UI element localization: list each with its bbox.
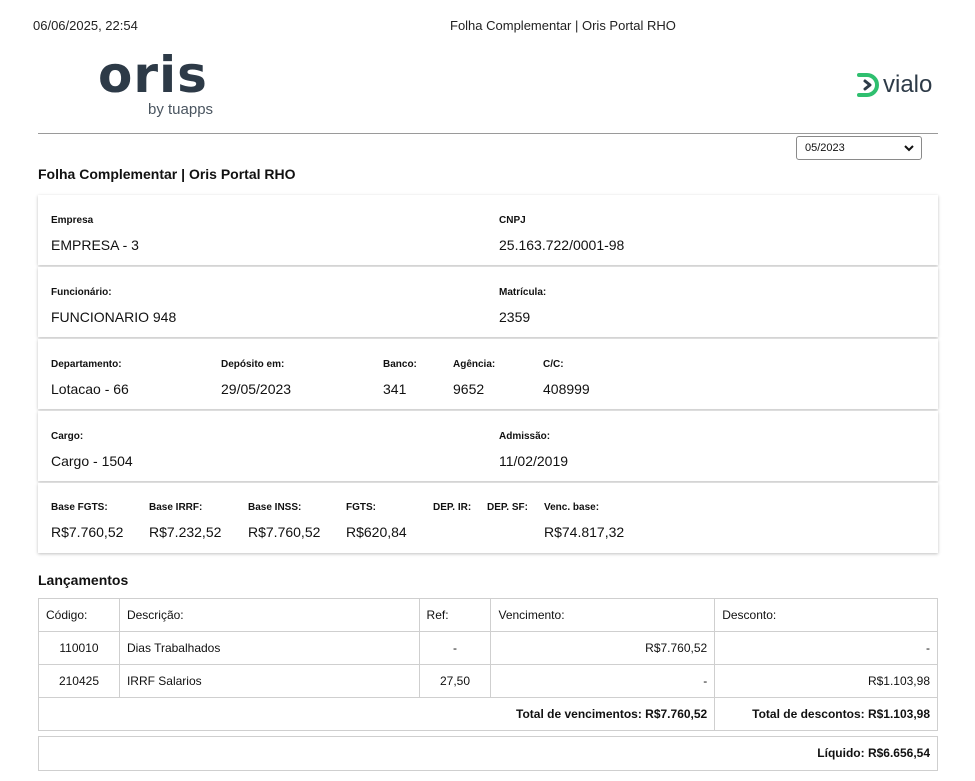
venc-base-label: Venc. base: <box>544 502 600 513</box>
role-card <box>38 411 938 481</box>
cell-vencimento: - <box>491 665 715 698</box>
admissao-label: Admissão: <box>499 431 551 442</box>
deposito-value: 29/05/2023 <box>221 381 292 397</box>
empresa-label: Empresa <box>51 215 94 226</box>
matricula-label: Matrícula: <box>499 287 547 298</box>
col-header-vencimento: Vencimento: <box>491 599 715 632</box>
matricula-value: 2359 <box>499 309 531 325</box>
cell-descricao: Dias Trabalhados <box>119 632 419 665</box>
deposito-label: Depósito em: <box>221 359 285 370</box>
vialo-mark-icon <box>856 71 880 99</box>
liquido-total: Líquido: R$6.656,54 <box>38 736 938 771</box>
fgts-label: FGTS: <box>346 502 376 513</box>
cc-value: 408999 <box>543 381 590 397</box>
banco-label: Banco: <box>383 359 417 370</box>
vialo-logo <box>856 70 946 100</box>
base-irrf-value: R$7.232,52 <box>149 524 222 540</box>
print-title: Folha Complementar | Oris Portal RHO <box>450 18 676 33</box>
base-fgts-label: Base FGTS: <box>51 502 108 513</box>
cell-descricao: IRRF Salarios <box>119 665 419 698</box>
dep-ir-label: DEP. IR: <box>433 502 472 513</box>
bank-card <box>38 339 938 409</box>
cargo-value: Cargo - 1504 <box>51 453 133 469</box>
print-date: 06/06/2025, 22:54 <box>33 18 138 33</box>
cell-desconto: - <box>715 632 938 665</box>
cell-codigo: 110010 <box>39 632 120 665</box>
cnpj-value: 25.163.722/0001-98 <box>499 237 625 253</box>
agencia-value: 9652 <box>453 381 485 397</box>
lancamentos-title: Lançamentos <box>38 572 129 588</box>
chevron-down-icon <box>903 141 915 155</box>
oris-logo-tagline: by tuapps <box>148 101 214 118</box>
base-inss-value: R$7.760,52 <box>248 524 321 540</box>
admissao-value: 11/02/2019 <box>499 453 569 469</box>
base-fgts-value: R$7.760,52 <box>51 524 124 540</box>
col-header-ref: Ref: <box>419 599 491 632</box>
cell-desconto: R$1.103,98 <box>715 665 938 698</box>
empresa-value: EMPRESA - 3 <box>51 237 139 253</box>
cell-ref: - <box>419 632 491 665</box>
table-row <box>39 665 938 698</box>
funcionario-label: Funcionário: <box>51 287 112 298</box>
employee-card <box>38 267 938 337</box>
departamento-label: Departamento: <box>51 359 122 370</box>
col-header-desconto: Desconto: <box>715 599 938 632</box>
period-select-value: 05/2023 <box>805 142 845 154</box>
cell-ref: 27,50 <box>419 665 491 698</box>
vialo-logo-word: vialo <box>883 71 933 98</box>
oris-logo-word: oris <box>98 46 208 104</box>
col-header-descricao: Descrição: <box>119 599 419 632</box>
lancamentos-table <box>38 598 938 731</box>
company-card <box>38 195 938 265</box>
total-vencimentos: Total de vencimentos: R$7.760,52 <box>39 698 715 731</box>
col-header-codigo: Código: <box>39 599 120 632</box>
banco-value: 341 <box>383 381 407 397</box>
cell-codigo: 210425 <box>39 665 120 698</box>
cc-label: C/C: <box>543 359 564 370</box>
totals-row <box>39 698 938 731</box>
venc-base-value: R$74.817,32 <box>544 524 625 540</box>
period-select[interactable] <box>796 136 922 160</box>
total-descontos: Total de descontos: R$1.103,98 <box>715 698 938 731</box>
table-row <box>39 632 938 665</box>
table-header-row <box>39 599 938 632</box>
print-header <box>0 18 975 34</box>
agencia-label: Agência: <box>453 359 496 370</box>
cargo-label: Cargo: <box>51 431 84 442</box>
base-inss-label: Base INSS: <box>248 502 302 513</box>
header-divider <box>38 133 938 134</box>
oris-logo <box>98 46 228 122</box>
base-irrf-label: Base IRRF: <box>149 502 203 513</box>
page-title: Folha Complementar | Oris Portal RHO <box>38 166 296 182</box>
cell-vencimento: R$7.760,52 <box>491 632 715 665</box>
fgts-value: R$620,84 <box>346 524 407 540</box>
bases-card <box>38 483 938 553</box>
dep-sf-label: DEP. SF: <box>487 502 528 513</box>
cnpj-label: CNPJ <box>499 215 526 226</box>
funcionario-value: FUNCIONARIO 948 <box>51 309 177 325</box>
departamento-value: Lotacao - 66 <box>51 381 129 397</box>
